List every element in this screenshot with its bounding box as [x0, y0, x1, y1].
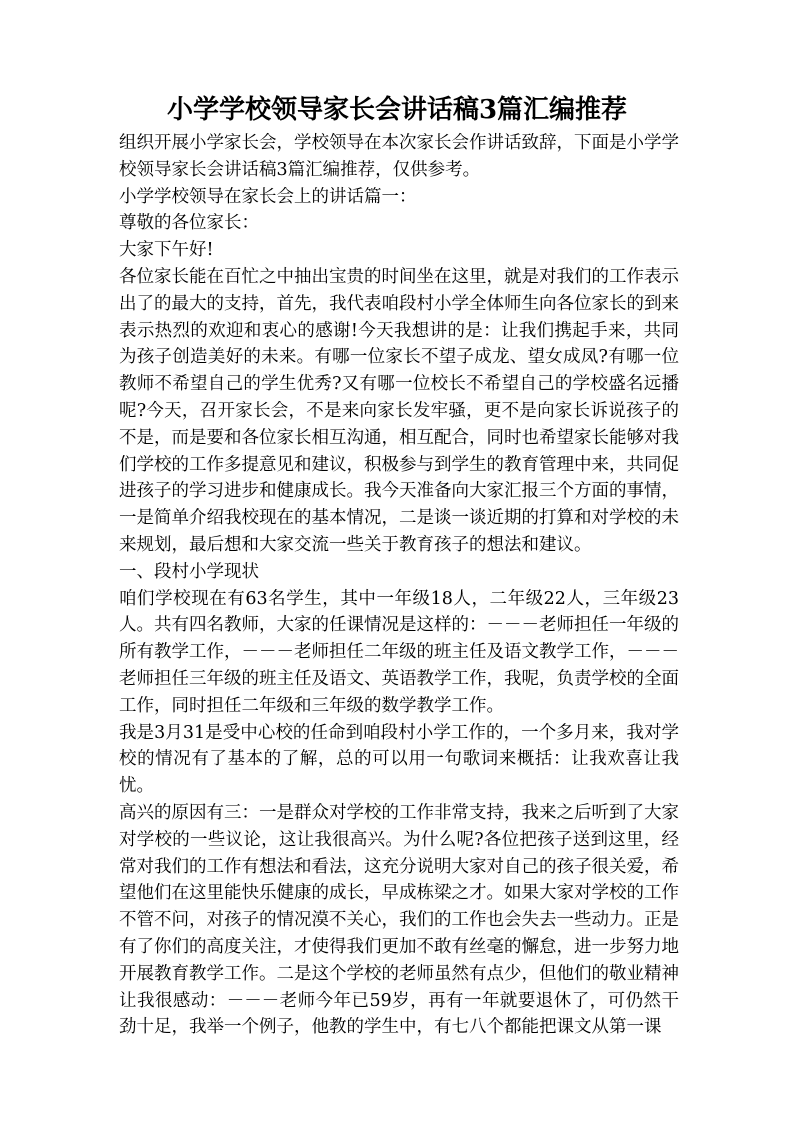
document-body [119, 130, 679, 1041]
body-paragraph: 各位家长能在百忙之中抽出宝贵的时间坐在这里，就是对我们的工作表示出了的最大的支持，首先，我代表咱段村小学全体师生向各位家长的到来表示热烈的欢迎和衷心的感谢!今天我想讲的是：让我们携起手来，共同为孩子创造美好的未来。有哪一位家长不望子成龙、望女成凤?有哪一位教师不希望自己的学生优秀?又有哪一位校长不希望自己的学校盛名远播呢?今天，召开家长会，不是来向家长发牢骚，更不是向家长诉说孩子的不是，而是要和各位家长相互沟通，相互配合，同时也希望家长能够对我们学校的工作多提意见和建议，积极参与到学生的教育管理中来，共同促进孩子的学习进步和健康成长。我今天准备向大家汇报三个方面的事情，一是简单介绍我校现在的基本情况，二是谈一谈近期的打算和对学校的未来规划，最后想和大家交流一些关于教育孩子的想法和建议。 [119, 266, 679, 555]
body-paragraph: 咱们学校现在有63名学生，其中一年级18人，二年级22人，三年级23人。共有四名教师，大家的任课情况是这样的：－－－老师担任一年级的所有教学工作，－－－老师担任二年级的班主任及语文教学工作，－－－老师担任三年级的班主任及语文、英语教学工作，我呢，负责学校的全面工作，同时担任二年级和三年级的数学教学工作。 [119, 588, 679, 716]
salutation: 尊敬的各位家长： [119, 213, 259, 234]
body-paragraph: 高兴的原因有三：一是群众对学校的工作非常支持，我来之后听到了大家对学校的一些议论，这让我很高兴。为什么呢?各位把孩子送到这里，经常对我们的工作有想法和看法，这充分说明大家对自己的孩子很关爱，希望他们在这里能快乐健康的成长，早成栋梁之才。如果大家对学校的工作不管不问，对孩子的情况漠不关心，我们的工作也会失去一些动力。正是有了你们的高度关注，才使得我们更加不敢有丝毫的懈怠，进一步努力地开展教育教学工作。二是这个学校的老师虽然有点少，但他们的敬业精神让我很感动：－－－老师今年已59岁，再有一年就要退休了，可仍然干劲十足，我举一个例子，他教的学生中，有七八个都能把课文从第一课 [119, 802, 679, 1038]
body-paragraph: 我是3月31是受中心校的任命到咱段村小学工作的，一个多月来，我对学校的情况有了基本的了解，总的可以用一句歌词来概括：让我欢喜让我忧。 [119, 722, 679, 797]
intro-paragraph: 组织开展小学家长会，学校领导在本次家长会作讲话致辞，下面是小学学校领导家长会讲话稿3篇汇编推荐，仅供参考。 [119, 133, 679, 180]
greeting: 大家下午好! [119, 240, 214, 261]
subsection-heading: 一、段村小学现状 [119, 561, 259, 582]
section-heading: 小学学校领导在家长会上的讲话篇一： [119, 186, 417, 207]
page-title: 小学学校领导家长会讲话稿3篇汇编推荐 [166, 95, 628, 125]
